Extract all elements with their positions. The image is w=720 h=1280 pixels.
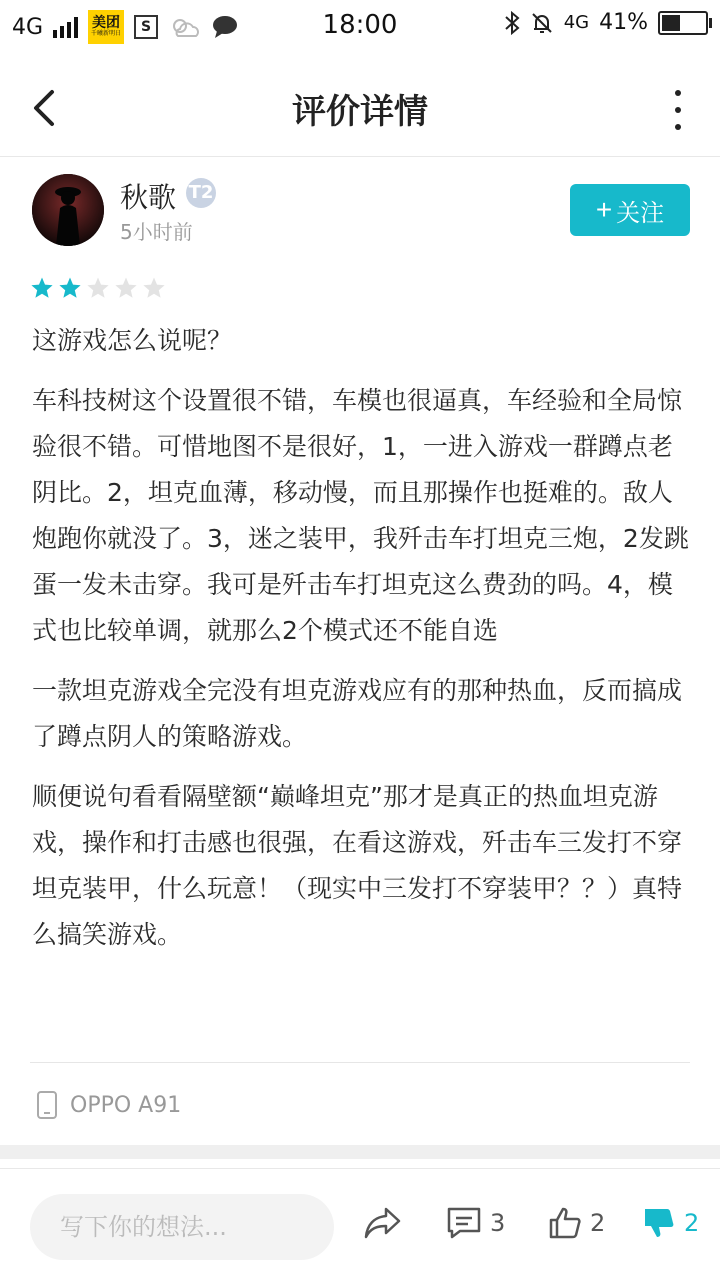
comment-icon (446, 1206, 482, 1240)
share-button[interactable] (364, 1206, 402, 1240)
level-badge: T2 (186, 178, 216, 208)
status-bar (0, 0, 720, 52)
thumbs-up-icon (548, 1206, 582, 1240)
comment-input[interactable]: 写下你的想法... (30, 1194, 334, 1260)
dislike-count: 2 (684, 1209, 700, 1237)
comment-button[interactable] (446, 1206, 505, 1240)
rating-stars (30, 276, 166, 300)
like-count: 2 (590, 1209, 606, 1237)
username[interactable]: 秋歌 (120, 181, 177, 214)
thumbs-down-icon (642, 1206, 676, 1240)
divider (30, 1062, 690, 1063)
star-empty-icon (142, 276, 166, 300)
network-right: 4G (563, 12, 590, 33)
page-title: 评价详情 (292, 92, 428, 132)
device-label: OPPO A91 (70, 1092, 182, 1118)
s-notification-icon: S (134, 15, 158, 39)
avatar[interactable] (32, 174, 104, 246)
post-time: 5小时前 (120, 220, 193, 244)
review-paragraph: 顺便说句看看隔壁额“巅峰坦克”那才是真正的热血坦克游戏，操作和打击感也很强，在看这游戏，歼击车三发打不穿坦克装甲，什么玩意！（现实中三发打不穿装甲？？）真特么搞笑游戏。 (32, 782, 683, 949)
header (0, 60, 720, 157)
share-icon (364, 1206, 402, 1240)
review-paragraph: 一款坦克游戏全完没有坦克游戏应有的那种热血，反而搞成了蹲点阴人的策略游戏。 (32, 676, 683, 751)
divider (0, 1168, 720, 1169)
star-filled-icon (30, 276, 54, 300)
follow-label: 关注 (616, 199, 665, 227)
avatar-image (32, 174, 104, 246)
bluetooth-icon (504, 11, 520, 35)
star-filled-icon (58, 276, 82, 300)
mute-bell-icon (530, 11, 554, 35)
device-info (36, 1090, 181, 1120)
star-empty-icon (114, 276, 138, 300)
phone-icon (36, 1090, 58, 1120)
section-gap (0, 1145, 720, 1159)
review-paragraph: 车科技树这个设置很不错，车模也很逼真，车经验和全局惊验很不错。可惜地图不是很好，1，一进入游戏一群蹲点老阴比。2，坦克血薄，移动慢，而且那操作也挺难的。敌人炮跑你就没了。3，迷之装甲，我歼击车打坦克三炮，2发跳蛋一发未击穿。我可是歼击车打坦克这么费劲的吗。4，模式也比较单调，就那么2个模式还不能自选 (32, 386, 689, 645)
plus-icon: + (595, 194, 613, 225)
like-button[interactable] (548, 1206, 605, 1240)
dislike-button[interactable] (642, 1206, 699, 1240)
more-options-button[interactable] (672, 90, 684, 130)
comment-count: 3 (490, 1209, 506, 1237)
battery-icon (658, 11, 708, 35)
battery-percent: 41% (599, 10, 648, 35)
star-empty-icon (86, 276, 110, 300)
follow-button[interactable] (570, 184, 690, 236)
meituan-app-icon: 美团 千曦新明日 (88, 10, 124, 44)
review-content (32, 318, 692, 972)
network-indicator: 4G (12, 14, 44, 40)
review-paragraph: 这游戏怎么说呢？ (32, 326, 233, 355)
clock: 18:00 (322, 10, 398, 40)
